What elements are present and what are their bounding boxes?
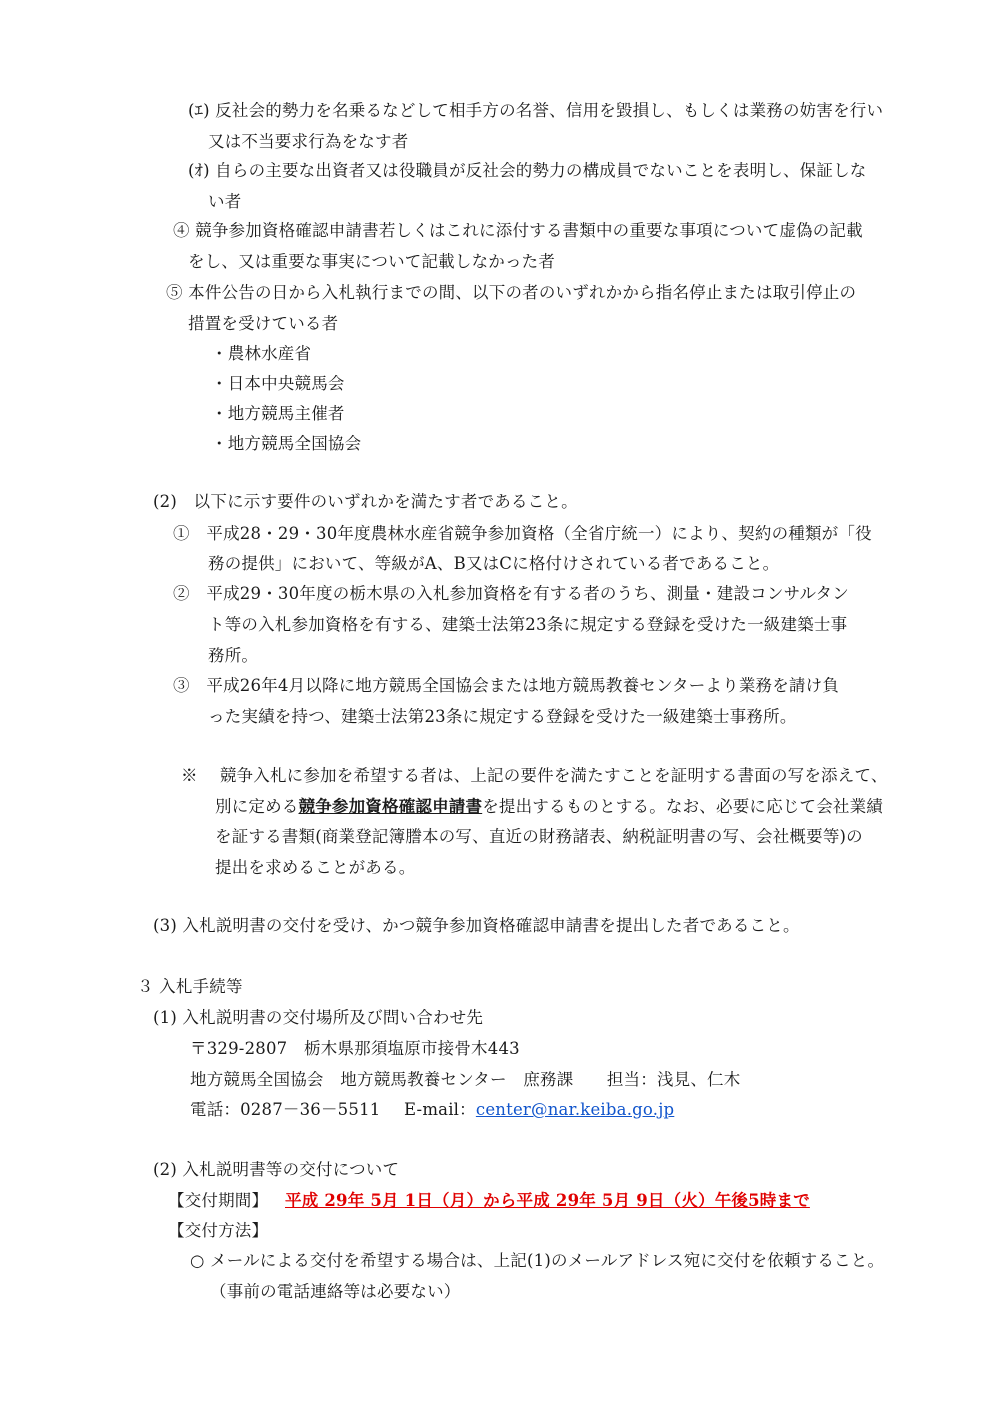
item-4-line1: ④ 競争参加資格確認申請書若しくはこれに添付する書類中の重要な事項について虚偽の記載 [173,221,863,240]
postal-address: 〒329-2807 栃木県那須塩原市接骨木443 [190,1039,520,1058]
period-label: 【交付期間】 [168,1191,269,1210]
requirement-3: (3) 入札説明書の交付を受け、かつ競争参加資格確認申請書を提出した者であること。 [153,916,800,935]
condition-2-line3: 務所。 [208,646,259,665]
item-5-line1: ⑤ 本件公告の日から入札執行までの間、以下の者のいずれかから指名停止または取引停止の [166,283,857,302]
section-3-heading: ３ 入札手続等 [137,977,243,996]
method-line1: ○ メールによる交付を希望する場合は、上記(1)のメールアドレス宛に交付を依頼すること。 [190,1251,885,1270]
method-line2: （事前の電話連絡等は必要ない） [210,1282,461,1301]
organization-contact: 地方競馬全国協会 地方競馬教養センター 庶務課 担当：浅見、仁木 [190,1070,741,1089]
bullet-item: ・地方競馬主催者 [211,404,345,423]
item-4-line2: をし、又は重要な事実について記載しなかった者 [188,252,556,271]
period-value: 平成 29年 5月 1日（月）から平成 29年 5月 9日（火）午後5時まで [285,1191,810,1210]
item-e-line1: (ｴ) 反社会的勢力を名乗るなどして相手方の名誉、信用を毀損し、もしくは業務の妨害を行い [188,101,884,120]
condition-1-line1: ① 平成28・29・30年度農林水産省競争参加資格（全省庁統一）により、契約の種類が「役 [173,524,872,543]
note-line2-post: を提出するものとする。なお、必要に応じて会社業績 [482,797,884,816]
note-line2 [215,795,883,819]
application-form-name: 競争参加資格確認申請書 [298,797,483,816]
requirement-2-heading: (2) 以下に示す要件のいずれかを満たす者であること。 [153,492,578,511]
condition-2-line1: ② 平成29・30年度の栃木県の入札参加資格を有する者のうち、測量・建設コンサルタン [173,584,849,603]
condition-1-line2: 務の提供」において、等級がA、B又はCに格付けされている者であること。 [208,554,780,573]
email-row [404,1098,674,1122]
item-e-line2: 又は不当要求行為をなす者 [208,132,409,151]
email-label: E-mail： [404,1100,476,1119]
note-line3: を証する書類(商業登記簿謄本の写、直近の財務諸表、納税証明書の写、会社概要等)の [215,827,863,846]
condition-2-line2: ト等の入札参加資格を有する、建築士法第23条に規定する登録を受けた一級建築士事 [208,615,848,634]
bullet-item: ・日本中央競馬会 [211,374,345,393]
phone-number: 電話：0287－36－5511 [190,1100,381,1119]
bullet-item: ・農林水産省 [211,344,312,363]
condition-3-line1: ③ 平成26年4月以降に地方競馬全国協会または地方競馬教養センターより業務を請け負 [173,676,840,695]
subsection-1-heading: (1) 入札説明書の交付場所及び問い合わせ先 [153,1008,484,1027]
note-line4: 提出を求めることがある。 [215,858,416,877]
note-line1: ※ 競争入札に参加を希望する者は、上記の要件を満たすことを証明する書面の写を添えて、 [181,766,888,785]
note-line2-pre: 別に定める [215,797,299,816]
item-o-line2: い者 [208,192,242,211]
method-label: 【交付方法】 [168,1221,269,1240]
item-o-line1: (ｵ) 自らの主要な出資者又は役職員が反社会的勢力の構成員でないことを表明し、保証しな [188,161,867,180]
bullet-item: ・地方競馬全国協会 [211,434,362,453]
email-link[interactable]: center@nar.keiba.go.jp [475,1100,675,1119]
condition-3-line2: った実績を持つ、建築士法第23条に規定する登録を受けた一級建築士事務所。 [208,707,797,726]
subsection-2-heading: (2) 入札説明書等の交付について [153,1160,400,1179]
item-5-line2: 措置を受けている者 [188,314,339,333]
